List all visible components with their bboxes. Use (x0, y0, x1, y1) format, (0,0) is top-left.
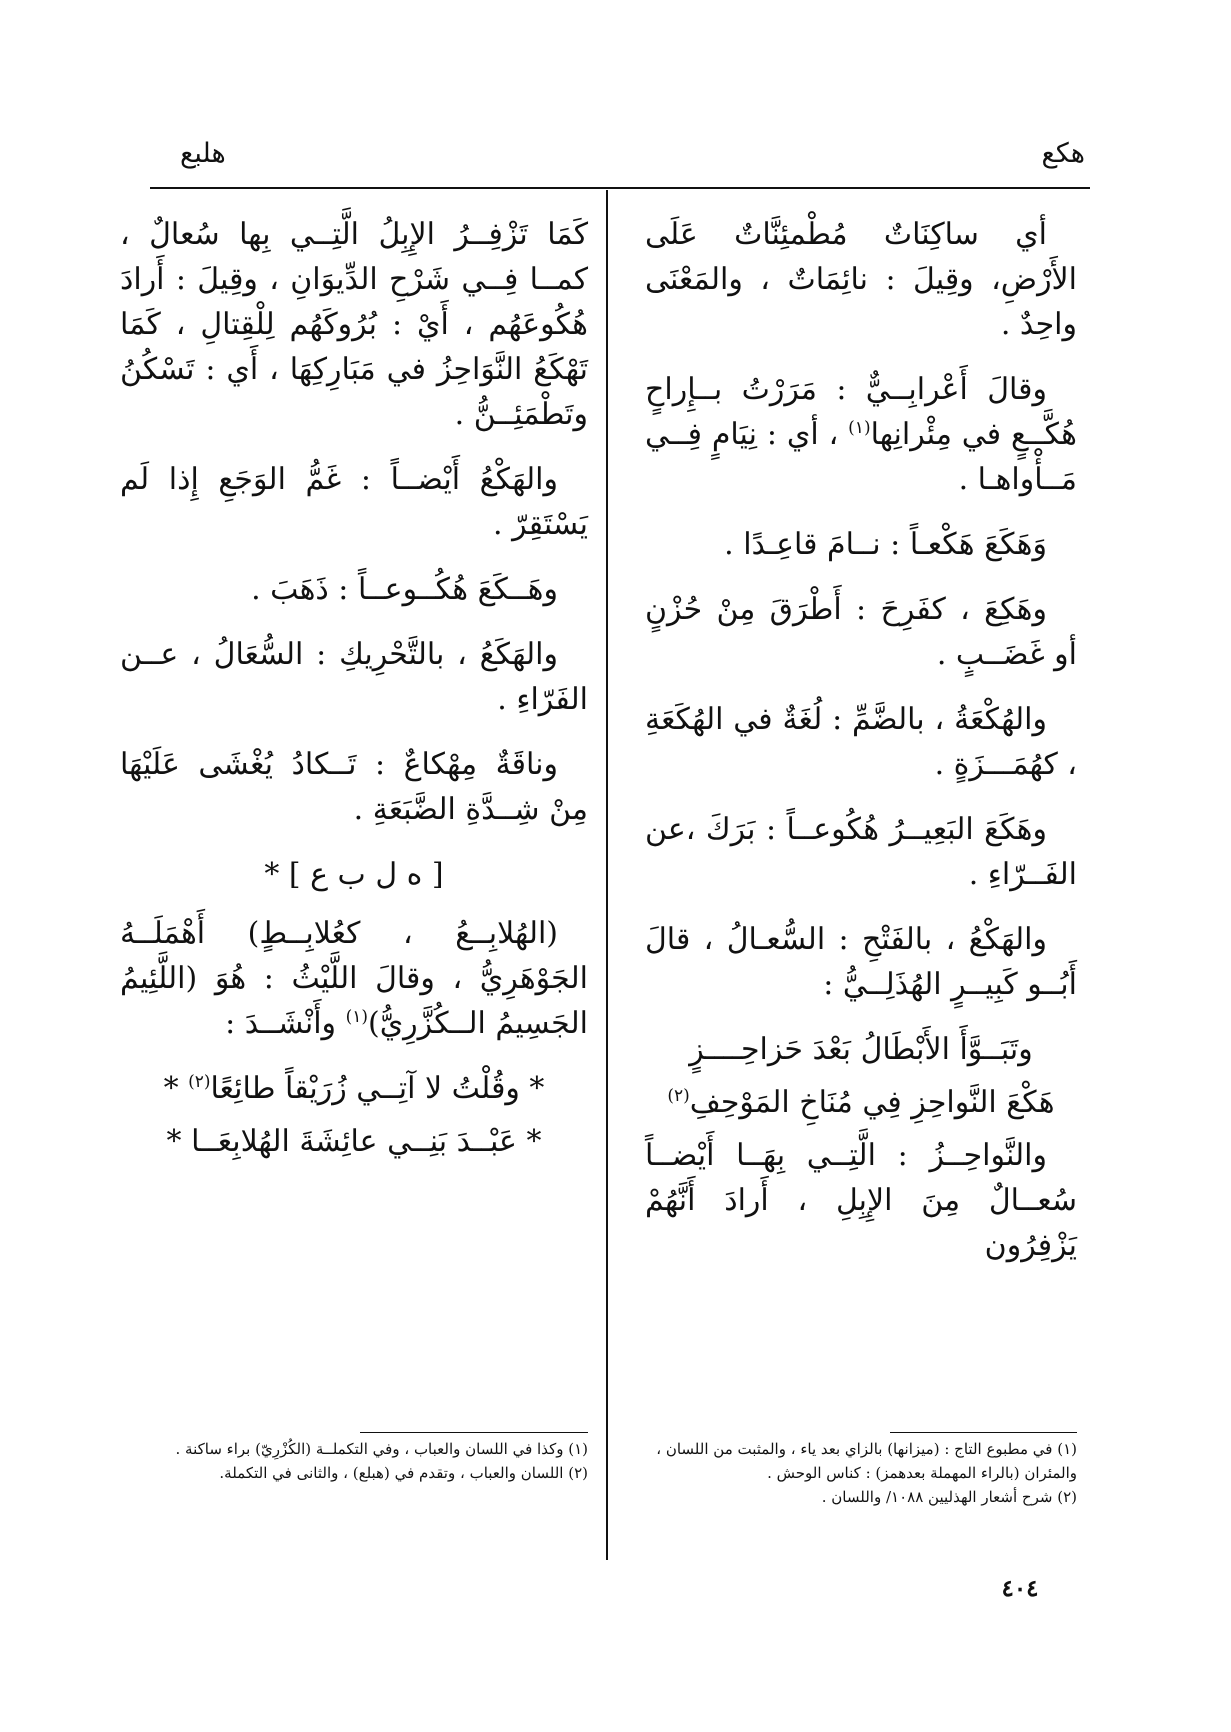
left-para-4: والهَكَعُ ، بالتَّحْرِيكِ : السُّعَالُ ، عــن الفَرّاءِ . (120, 637, 588, 717)
left-para-6-cont: وأَنْشَــدَ : (225, 1006, 337, 1041)
footnote-left-1: (١) وكذا في اللسان والعباب ، وفي التكملــة (الكُزْرِيّ) براء ساكنة . (175, 1440, 588, 1458)
footnote-left-2: (٢) اللسان والعباب ، وتقدم في (هبلع) ، والثانى في التكملة. (219, 1464, 588, 1482)
footnote-ref: (٢) (667, 1086, 690, 1106)
left-para-5: وناقَةٌ مِهْكاعٌ : تَــكادُ يُغْشَى عَلَيْهَا مِنْ شِــدَّةِ الضَّبَعَةِ . (120, 747, 588, 827)
footnote-ref: (٢) (188, 1072, 211, 1092)
right-verse-2 (645, 1080, 1077, 1125)
footnotes-left (120, 1437, 588, 1485)
right-verse-1: وتَبَــوَّأَ الأَبْطَالُ بَعْدَ حَزاحِــــزٍ (689, 1032, 1033, 1067)
right-para-1: أي ساكِنَاتٌ مُطْمئِنَّاتٌ عَلَى الأَرْضِ، وقِيلَ : نائِمَاتٌ ، والمَعْنَى واحِدٌ . (645, 217, 1077, 342)
right-para-6: وهَكَعَ البَعِيــرُ هُكُوعــاً : بَرَكَ ،عن الفَــرّاءِ . (645, 812, 1077, 892)
footnote-ref: (١) (345, 1007, 368, 1027)
column-divider (606, 190, 608, 1560)
left-column (120, 212, 588, 1172)
page-number: ٤٠٤ (1001, 1575, 1039, 1602)
left-para-6 (120, 911, 588, 1046)
left-verse-1-end: * (163, 1071, 189, 1106)
right-para-7: والهَكْعُ ، بالفَتْحِ : السُّعـالُ ، قالَ أَبُــو كَبِيــرٍ الهُذَلِــيُّ : (645, 922, 1077, 1002)
left-para-6-text: (الهُلابِــعُ ، كعُلابِــطٍ) أَهْمَلَــهُ الجَوْهَرِيُّ ، وقالَ اللَّيْثُ : هُوَ (اللَّئِيمُ الجَسِيمُ الــكُزَّرِيُّ) (120, 916, 588, 1041)
left-verse-1 (120, 1066, 588, 1111)
right-para-8: والنَّواحِــزُ : الَّتِــي بِهَــا أَيْضــاً سُعــالٌ مِنَ الإِبِلِ ، أَرادَ أَنَّهُمْ يَزْفِرُون (645, 1138, 1077, 1263)
header-right-word: هكع (1041, 138, 1085, 169)
header-left-word: هلبع (180, 138, 226, 169)
left-verse-2: * عَبْــدَ بَنِــي عائِشَةَ الهُلابِعَــا * (166, 1124, 542, 1159)
entry-heading: [ ه ل ب ع ] * (264, 857, 444, 892)
right-para-3: وَهَكَعَ هَكْعـاً : نــامَ قاعِـدًا . (724, 527, 1047, 562)
right-para-2 (645, 367, 1077, 502)
footnote-right-2: (٢) شرح أشعار الهذليين ١٠٨٨/ واللسان . (821, 1488, 1077, 1506)
footnote-ref: (١) (848, 418, 871, 438)
footnote-rule-left (360, 1432, 588, 1433)
right-para-2-cont: ، أي : نِيَامٍ فِــي مَــأْواهـا . (645, 417, 1077, 497)
right-verse-2-text: هَكْعَ النَّواحِزِ فِي مُنَاخِ المَوْحِفِ (689, 1085, 1055, 1120)
footnote-rule-right (890, 1432, 1077, 1433)
right-para-4: وهَكِعَ ، كفَرِحَ : أَطْرَقَ مِنْ حُزْنٍ أو غَضَــبٍ . (645, 592, 1077, 672)
footnotes-right (645, 1437, 1077, 1509)
right-column (645, 212, 1077, 1288)
left-para-2: والهَكْعُ أَيْضــاً : غَمُّ الوَجَعِ إِذا لَم يَسْتَقِرّ . (120, 462, 588, 542)
right-para-2-text: وقالَ أَعْرابِــيٌّ : مَرَرْتُ بــإِراحٍ هُكَّــعٍ في مِئْرانِها (645, 372, 1077, 452)
header-rule (150, 187, 1090, 189)
left-para-3: وهَــكَعَ هُكُــوعــاً : ذَهَبَ . (251, 572, 558, 607)
footnote-right-1: (١) في مطبوع التاج : (ميزانها) بالزاي بعد ياء ، والمثبت من اللسان ، والمئران (بالراء المهملة بعدهمز) : كناس الوحش . (656, 1440, 1077, 1482)
left-verse-1-text: * وقُلْتُ لا آتِــي زُرَيْقاً طائِعًا (210, 1071, 545, 1106)
right-para-5: والهُكْعَةُ ، بالضَّمِّ : لُغَةٌ في الهُكَعَةِ ، كهُمَـــزَةٍ . (645, 702, 1077, 782)
left-para-1: كَمَا تَزْفِــرُ الإِبِلُ الَّتِــي بِها سُعالٌ ، كمــا فِــي شَرْحِ الدِّيوَانِ ، وقِيلَ : أَرادَ هُكُوعَهُم ، أَيْ : بُرُوكَهُم لِلْقِتالِ ، كَمَا تَهْكَعُ النَّوَاحِزُ في مَبَارِكِهَا ، أَي : تَسْكُنُ وتَطْمَئِــنُّ . (120, 217, 588, 432)
